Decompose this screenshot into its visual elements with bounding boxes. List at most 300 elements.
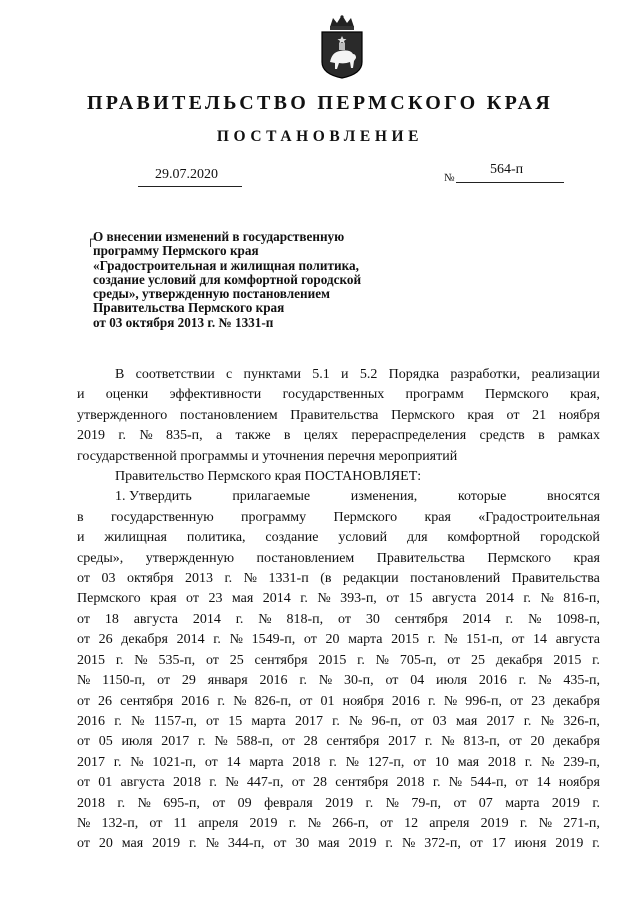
body-word: 2013 bbox=[185, 571, 213, 587]
body-word: 25 bbox=[229, 652, 244, 668]
body-word: 23 bbox=[531, 693, 546, 709]
body-word: 2019 bbox=[348, 836, 377, 852]
body-word: сентября bbox=[335, 775, 389, 791]
body-word: № bbox=[448, 775, 463, 791]
body-word: края, bbox=[569, 387, 600, 403]
body-word: 05 bbox=[98, 734, 113, 750]
body-word: 2015 bbox=[553, 652, 582, 668]
subject-line: «Градостроительная и жилищная политика, bbox=[93, 257, 359, 273]
body-word: 2019 bbox=[249, 815, 278, 831]
body-word: Пермского bbox=[77, 591, 141, 607]
body-word: г. bbox=[592, 795, 600, 811]
body-word: 705-п, bbox=[399, 652, 437, 668]
body-word: г. bbox=[523, 591, 531, 607]
body-word: г. bbox=[524, 754, 533, 770]
body-word: г. bbox=[217, 693, 226, 709]
body-word: 2016 bbox=[181, 693, 210, 709]
body-word: также bbox=[235, 428, 271, 444]
body-word: 30 bbox=[295, 836, 310, 852]
body-word: 14 bbox=[226, 754, 241, 770]
body-word: июля bbox=[436, 673, 468, 689]
body-word: государственную bbox=[110, 509, 214, 525]
body-word: № bbox=[258, 611, 272, 627]
body-word: г. bbox=[288, 815, 297, 831]
body-word: мая bbox=[455, 713, 478, 729]
body-line bbox=[77, 447, 600, 467]
body-word: изменения, bbox=[350, 489, 418, 505]
body-word: июня bbox=[514, 836, 547, 852]
body-word: 1157-п, bbox=[153, 713, 197, 729]
body-word: от bbox=[206, 713, 219, 729]
body-word: 20 bbox=[325, 632, 340, 648]
coat-of-arms-icon bbox=[317, 14, 367, 80]
body-word: г. bbox=[224, 571, 233, 587]
body-word: 239-п, bbox=[563, 754, 600, 770]
body-word: марта bbox=[348, 632, 383, 648]
body-word: 1098-п, bbox=[556, 611, 600, 627]
body-word: г. bbox=[299, 673, 307, 689]
body-word: в bbox=[538, 428, 545, 444]
body-word: от bbox=[511, 632, 525, 648]
body-word: 1. Утвердить bbox=[115, 489, 192, 505]
body-word: № bbox=[538, 673, 552, 689]
body-word: 813-п, bbox=[463, 734, 501, 750]
body-line bbox=[77, 467, 600, 487]
body-word: государственных bbox=[282, 387, 385, 403]
government-title: ПРАВИТЕЛЬСТВО ПЕРМСКОГО КРАЯ bbox=[86, 92, 554, 114]
body-word: 2015 bbox=[318, 652, 347, 668]
body-word: края bbox=[573, 550, 600, 566]
body-word: г. bbox=[300, 591, 308, 607]
body-word: которые bbox=[457, 489, 507, 505]
body-word: городской bbox=[539, 530, 600, 546]
body-word: г. bbox=[523, 713, 532, 729]
body-word: 344-п, bbox=[227, 836, 265, 852]
body-word: средств bbox=[479, 428, 525, 444]
body-word: № bbox=[349, 713, 363, 729]
body-word: сентября bbox=[326, 734, 380, 750]
body-line bbox=[77, 732, 600, 752]
body-word: апреля bbox=[429, 815, 470, 831]
body-word: 01 bbox=[320, 693, 335, 709]
document-subject bbox=[93, 230, 413, 330]
body-word: «Градостроительная bbox=[478, 509, 600, 525]
body-word: 2015 bbox=[391, 632, 420, 648]
body-word: 30-п, bbox=[343, 673, 374, 689]
body-word: № bbox=[540, 591, 554, 607]
body-word: марта bbox=[505, 795, 540, 811]
body-word: 372-п, bbox=[424, 836, 461, 852]
body-word: сентября bbox=[120, 693, 174, 709]
body-word: № bbox=[317, 591, 331, 607]
body-word: марта bbox=[251, 713, 286, 729]
body-line bbox=[77, 630, 600, 650]
body-word: августа bbox=[432, 591, 477, 607]
body-word: августа bbox=[133, 611, 178, 627]
body-word: политика, bbox=[186, 530, 246, 546]
body-word: от bbox=[77, 611, 90, 627]
body-word: № bbox=[243, 571, 258, 587]
body-word: г. bbox=[197, 734, 206, 750]
body-word: и bbox=[77, 387, 85, 403]
subject-line: среды», утвержденную постановлением bbox=[93, 286, 331, 302]
body-word: 2016 bbox=[478, 673, 507, 689]
body-word: вносятся bbox=[546, 489, 600, 505]
body-word: 2019 bbox=[480, 815, 509, 831]
body-word: 11 bbox=[173, 815, 187, 831]
body-word: и bbox=[341, 367, 349, 382]
body-word: 2019 bbox=[77, 428, 105, 444]
body-word: Пермского bbox=[391, 407, 455, 423]
body-word: Порядка bbox=[388, 367, 440, 382]
body-word: 79-п, bbox=[411, 795, 442, 811]
body-line bbox=[77, 508, 600, 528]
body-word: № bbox=[541, 754, 555, 770]
body-word: № bbox=[401, 836, 416, 852]
body-word: октября bbox=[126, 571, 174, 587]
body-word: 28 bbox=[312, 775, 327, 791]
body-line bbox=[77, 385, 600, 405]
body-word: декабря bbox=[553, 734, 600, 750]
body-word: 10 bbox=[434, 754, 449, 770]
body-word: ноября bbox=[342, 693, 384, 709]
body-word: 12 bbox=[404, 815, 419, 831]
body-word: г. bbox=[592, 652, 600, 668]
body-word: 1331-п bbox=[268, 571, 309, 587]
body-word: г. bbox=[365, 795, 374, 811]
body-word: 151-п, bbox=[466, 632, 503, 648]
body-word: от bbox=[506, 407, 520, 423]
body-word: г. bbox=[519, 815, 528, 831]
body-word: 588-п, bbox=[236, 734, 274, 750]
body-word: № bbox=[229, 632, 243, 648]
body-word: г. bbox=[213, 632, 221, 648]
body-line bbox=[77, 651, 600, 671]
body-word: для bbox=[406, 530, 428, 546]
body-word: Правительства bbox=[376, 550, 465, 566]
body-word: 435-п, bbox=[563, 673, 600, 689]
body-word: № bbox=[205, 836, 219, 852]
body-word: 2017 bbox=[486, 713, 515, 729]
body-line bbox=[77, 610, 600, 630]
number-underline bbox=[456, 182, 564, 183]
body-word: 326-п, bbox=[563, 713, 600, 729]
body-word: 5.2 bbox=[359, 367, 378, 382]
body-word: № bbox=[345, 754, 359, 770]
body-word: мая bbox=[121, 836, 144, 852]
body-word: 04 bbox=[410, 673, 425, 689]
body-word: 1549-п, bbox=[251, 632, 296, 648]
body-line bbox=[77, 753, 600, 773]
body-word: № bbox=[137, 795, 151, 811]
body-word: 1150-п, bbox=[102, 673, 146, 689]
body-word: оценки bbox=[105, 387, 149, 403]
body-word: 5.1 bbox=[312, 367, 330, 382]
body-word: 2016 bbox=[77, 713, 105, 729]
body-word: г. bbox=[118, 428, 126, 444]
body-word: в bbox=[77, 509, 84, 525]
body-word: от bbox=[453, 795, 467, 811]
body-word: 996-п, bbox=[465, 693, 502, 709]
body-word: целях bbox=[303, 428, 338, 444]
subject-line: от 03 октября 2013 г. № 1331-п bbox=[93, 314, 274, 330]
body-word: от bbox=[303, 632, 317, 648]
subject-line: создание условий для комфортной городской bbox=[93, 271, 362, 287]
body-word: края bbox=[467, 407, 494, 423]
body-word: 2019 bbox=[325, 795, 354, 811]
body-word: г. bbox=[424, 734, 433, 750]
body-word: 2014 bbox=[262, 591, 291, 607]
body-word: июля bbox=[121, 734, 153, 750]
body-word: от bbox=[205, 652, 219, 668]
body-word: программ bbox=[405, 387, 464, 403]
body-word: от bbox=[510, 693, 523, 709]
body-word: 127-п, bbox=[367, 754, 405, 770]
body-word: 15 bbox=[228, 713, 243, 729]
body-word: 2017 bbox=[294, 713, 323, 729]
body-word: февраля bbox=[264, 795, 313, 811]
body-word: 30 bbox=[365, 611, 380, 627]
body-word: № bbox=[77, 673, 91, 689]
body-word: от bbox=[515, 775, 529, 791]
body-word: мая bbox=[318, 836, 340, 852]
body-word: № bbox=[538, 815, 553, 831]
body-word: от bbox=[447, 652, 461, 668]
body-word: г. bbox=[117, 795, 126, 811]
body-word: г. bbox=[432, 775, 441, 791]
body-word: апреля bbox=[198, 815, 239, 831]
body-word: комфортной bbox=[447, 530, 521, 546]
body-word: г. bbox=[114, 713, 122, 729]
body-word: 2017 bbox=[77, 754, 105, 770]
document-body bbox=[77, 365, 600, 855]
body-word: Пермского bbox=[333, 509, 398, 525]
body-word: г. bbox=[385, 836, 394, 852]
body-word: 29 bbox=[181, 673, 196, 689]
body-word: от bbox=[77, 693, 90, 709]
body-word: № bbox=[540, 713, 554, 729]
body-word: соответствии bbox=[135, 367, 215, 382]
body-word: г. bbox=[209, 775, 217, 791]
body-word: мая bbox=[457, 754, 480, 770]
body-word: 03 bbox=[101, 571, 116, 587]
body-word: 2015 bbox=[77, 652, 105, 668]
body-line bbox=[77, 426, 600, 446]
body-word: Правительства bbox=[511, 571, 600, 587]
body-word: 20 bbox=[98, 836, 113, 852]
body-word: 447-п, bbox=[246, 775, 284, 791]
body-line bbox=[77, 589, 600, 609]
body-word: от bbox=[77, 775, 90, 791]
body-word: условий bbox=[338, 530, 388, 546]
body-word: В bbox=[115, 367, 125, 382]
body-word: № bbox=[443, 693, 458, 709]
body-word: г. bbox=[592, 836, 600, 852]
body-word: № bbox=[131, 713, 145, 729]
body-word: от bbox=[379, 815, 393, 831]
body-word: сентября bbox=[394, 611, 448, 627]
body-word: 2018 bbox=[396, 775, 425, 791]
body-word: марта bbox=[249, 754, 284, 770]
body-line bbox=[77, 712, 600, 732]
corner-bracket-mark: ┌ bbox=[86, 231, 96, 246]
body-word: 835-п, bbox=[166, 428, 203, 444]
body-word: прилагаемые bbox=[232, 489, 311, 505]
body-word: мая bbox=[231, 591, 254, 607]
body-line bbox=[77, 406, 600, 426]
body-line bbox=[77, 487, 600, 507]
body-word: № bbox=[77, 815, 91, 831]
body-word: 2018 bbox=[77, 795, 105, 811]
body-word: утвержденную bbox=[145, 550, 235, 566]
body-word: 2017 bbox=[388, 734, 417, 750]
body-word: и bbox=[77, 530, 85, 546]
body-word: 2018 bbox=[173, 775, 202, 791]
body-word: государственной программы и уточнения перечня мероприятий bbox=[77, 448, 458, 464]
body-word: 07 bbox=[478, 795, 493, 811]
body-word: 535-п, bbox=[158, 652, 196, 668]
body-word: рамках bbox=[558, 428, 600, 444]
body-word: 14 bbox=[536, 775, 551, 791]
body-word: от bbox=[469, 836, 483, 852]
body-word: № bbox=[318, 673, 333, 689]
body-word: 15 bbox=[408, 591, 423, 607]
body-word: декабря bbox=[121, 632, 168, 648]
body-word: 26 bbox=[98, 693, 113, 709]
body-word: от bbox=[386, 591, 400, 607]
body-word: от bbox=[413, 754, 427, 770]
body-word: Правительства bbox=[290, 407, 379, 423]
body-word: а bbox=[216, 428, 223, 444]
body-word: г. bbox=[505, 611, 514, 627]
body-word: от bbox=[410, 713, 424, 729]
body-word: от bbox=[186, 591, 199, 607]
body-word: 20 bbox=[530, 734, 545, 750]
body-word: 25 bbox=[471, 652, 486, 668]
body-word: 2016 bbox=[391, 693, 420, 709]
body-word: от bbox=[77, 632, 90, 648]
body-word: 96-п, bbox=[371, 713, 402, 729]
body-word: жилищная bbox=[104, 530, 167, 546]
body-word: 826-п, bbox=[254, 693, 292, 709]
body-word: № bbox=[444, 632, 458, 648]
body-word: 2019 bbox=[555, 836, 584, 852]
body-word: создание bbox=[265, 530, 319, 546]
body-word: 2014 bbox=[462, 611, 491, 627]
body-word: № bbox=[375, 652, 389, 668]
body-word: 816-п, bbox=[563, 591, 600, 607]
body-word: декабря bbox=[553, 693, 600, 709]
body-word: 544-п, bbox=[470, 775, 508, 791]
body-word: 266-п, bbox=[332, 815, 369, 831]
body-word: 2019 bbox=[152, 836, 181, 852]
body-word: 2014 bbox=[176, 632, 205, 648]
body-word: г. bbox=[329, 754, 337, 770]
body-word: от bbox=[281, 734, 295, 750]
body-word: Пермского bbox=[487, 550, 551, 566]
body-word: г. bbox=[332, 713, 340, 729]
body-line bbox=[77, 569, 600, 589]
body-word: № bbox=[528, 611, 542, 627]
body-word: от bbox=[204, 754, 218, 770]
body-word: от bbox=[508, 734, 522, 750]
body-word: от bbox=[77, 571, 90, 587]
body-word: сентября bbox=[254, 652, 308, 668]
body-word: января bbox=[207, 673, 248, 689]
body-word: ноября bbox=[558, 407, 600, 423]
body-word: 2017 bbox=[161, 734, 190, 750]
date-underline bbox=[138, 186, 242, 187]
body-word: г. bbox=[518, 673, 527, 689]
body-word: программу bbox=[241, 509, 307, 525]
body-word: реализации bbox=[531, 367, 600, 382]
body-line bbox=[77, 549, 600, 569]
body-word: декабря bbox=[495, 652, 543, 668]
body-word: 132-п, bbox=[101, 815, 139, 831]
body-line bbox=[77, 814, 600, 834]
body-word: от bbox=[157, 673, 171, 689]
body-word: от bbox=[299, 693, 313, 709]
body-word: от bbox=[338, 611, 351, 627]
body-word: № bbox=[441, 734, 455, 750]
body-word: от bbox=[77, 734, 90, 750]
body-word: 2018 bbox=[292, 754, 321, 770]
body-word: № bbox=[139, 428, 153, 444]
body-word: в bbox=[283, 428, 291, 444]
body-line bbox=[77, 773, 600, 793]
body-word: № bbox=[385, 795, 399, 811]
body-word: г. bbox=[428, 693, 436, 709]
body-word: августа bbox=[120, 775, 165, 791]
body-word: постановлением bbox=[256, 550, 355, 566]
body-word: редакции bbox=[342, 571, 399, 587]
body-word: от bbox=[212, 795, 226, 811]
body-word: пунктами bbox=[243, 367, 301, 382]
body-word: № bbox=[307, 815, 321, 831]
body-line bbox=[77, 794, 600, 814]
document-type: ПОСТАНОВЛЕНИЕ bbox=[216, 128, 424, 145]
body-word: от bbox=[273, 836, 287, 852]
body-line bbox=[77, 528, 600, 548]
body-word: 2014 bbox=[485, 591, 514, 607]
body-word: утвержденного bbox=[77, 407, 168, 423]
body-word: № bbox=[130, 754, 144, 770]
body-word: от bbox=[77, 836, 90, 852]
body-word: 09 bbox=[237, 795, 252, 811]
body-word: (в bbox=[320, 571, 332, 587]
body-word: № bbox=[134, 652, 148, 668]
body-word: 271-п, bbox=[563, 815, 600, 831]
body-word: постановлений bbox=[410, 571, 501, 587]
body-word: среды», bbox=[77, 550, 124, 566]
body-word: № bbox=[214, 734, 228, 750]
body-word: № bbox=[233, 693, 247, 709]
body-word: 2016 bbox=[259, 673, 288, 689]
body-word: г. bbox=[357, 652, 365, 668]
body-line bbox=[77, 692, 600, 712]
body-word: 2018 bbox=[487, 754, 516, 770]
body-line bbox=[77, 671, 600, 691]
body-word: 17 bbox=[491, 836, 506, 852]
body-word: края bbox=[150, 591, 177, 607]
body-line bbox=[77, 365, 600, 385]
body-word: 18 bbox=[104, 611, 119, 627]
subject-line: программу Пермского края bbox=[93, 243, 259, 259]
body-word: 28 bbox=[303, 734, 318, 750]
body-word: от bbox=[385, 673, 399, 689]
body-word: 21 bbox=[532, 407, 547, 423]
document-date: 29.07.2020 bbox=[155, 167, 218, 182]
